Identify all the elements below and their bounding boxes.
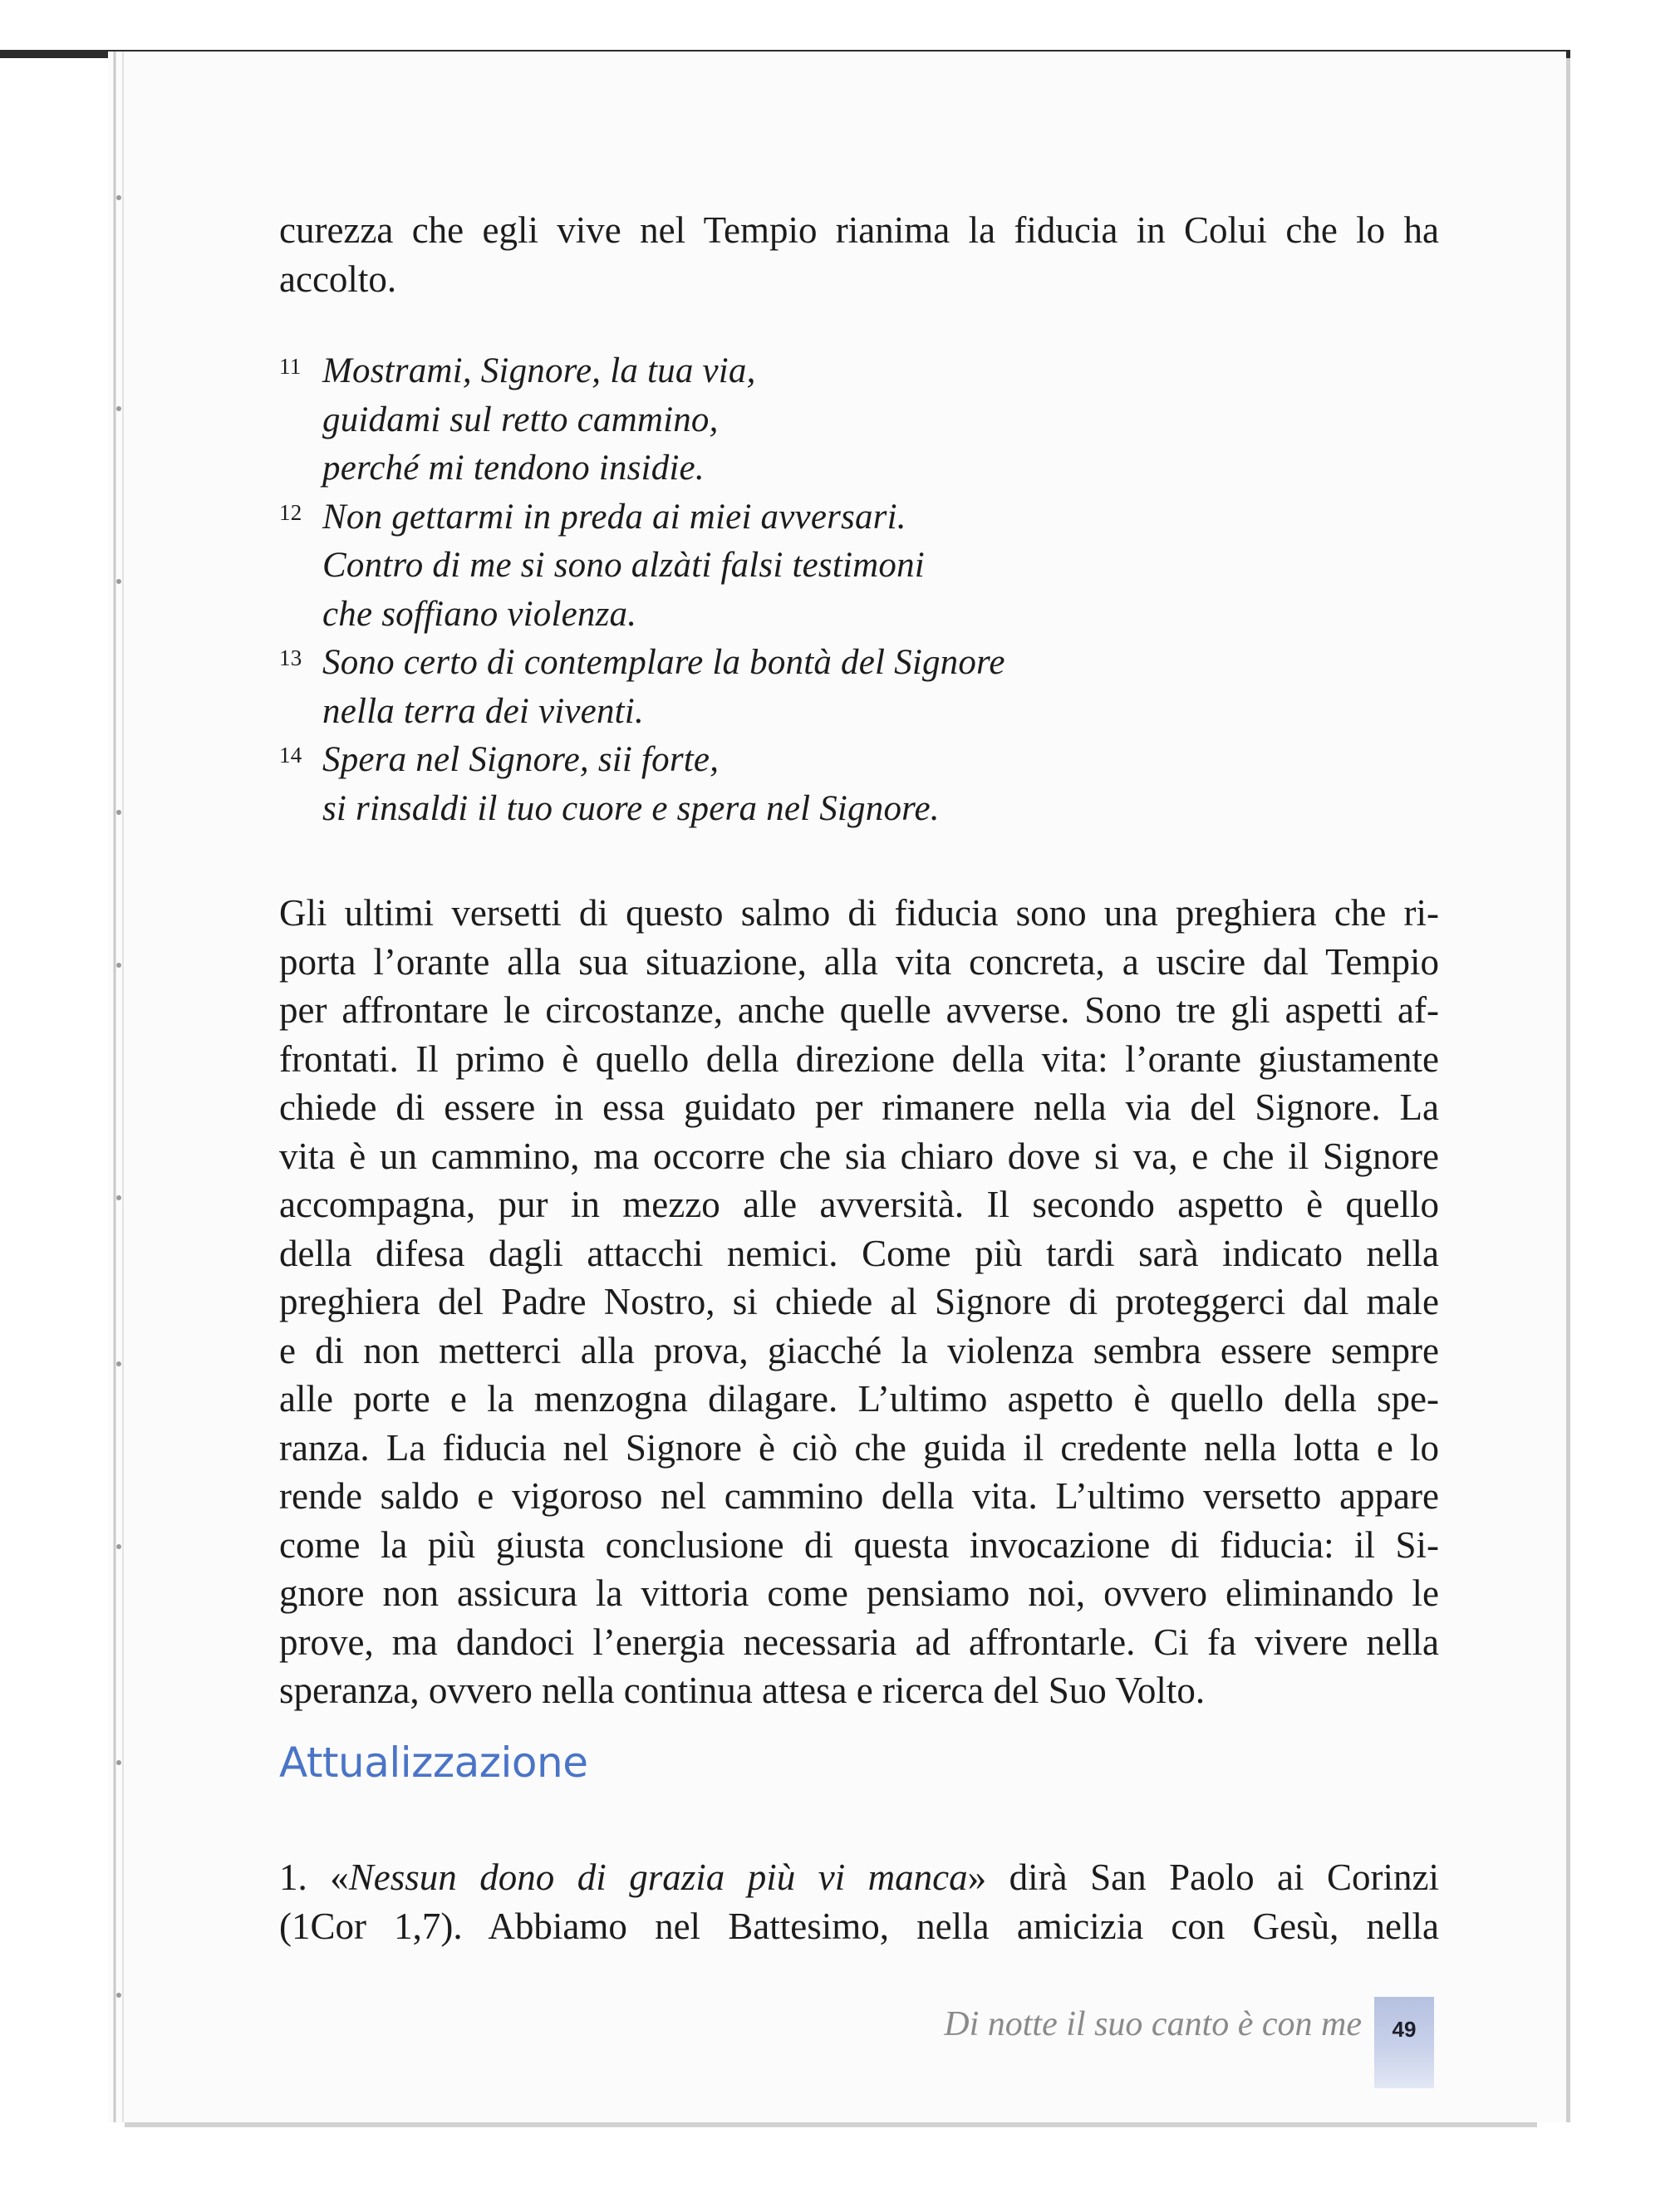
verse-line — [279, 347, 1439, 396]
commentary-line: Gli ultimi versetti di questo salmo di fiducia sono una preghiera che ri- — [279, 892, 1439, 934]
point-text: dirà San Paolo ai Corinzi — [986, 1856, 1440, 1898]
verse-text: perché mi tendono insidie. — [322, 449, 705, 488]
verse-number: 14 — [279, 743, 302, 768]
verse-text: Sono certo di contemplare la bontà del Signore — [322, 643, 1005, 682]
commentary-line: speranza, ovvero nella continua attesa e ricerca del Suo Volto. — [279, 1670, 1206, 1711]
commentary-line: accompagna, pur in mezzo alle avversità. Il secondo aspetto è quello — [279, 1184, 1439, 1225]
verse-line — [279, 444, 1439, 493]
binding-edge — [108, 51, 133, 2122]
verse-text: Non gettarmi in preda ai miei avversari. — [322, 497, 906, 537]
commentary-line: e di non metterci alla prova, giacché la violenza sembra essere sempre — [279, 1329, 1439, 1371]
commentary-line: preghiera del Padre Nostro, si chiede al Signore di proteggerci dal male — [279, 1281, 1439, 1322]
page-shadow-right — [1566, 58, 1570, 2122]
verse-line — [279, 542, 1439, 591]
verse-line — [279, 591, 1439, 640]
opening-line: accolto. — [279, 257, 397, 300]
psalm-verses — [279, 347, 1439, 833]
point-line: (1Cor 1,7). Abbiamo nel Battesimo, nella amicizia con Gesù, nella — [279, 1905, 1439, 1947]
verse-text: si rinsaldi il tuo cuore e spera nel Signore. — [322, 788, 940, 828]
commentary-line: prove, ma dandoci l’energia necessaria ad affrontarle. Ci fa vivere nella — [279, 1621, 1439, 1663]
point-number: 1. — [279, 1856, 307, 1898]
commentary-line: chiede di essere in essa guidato per rimanere nella via del Signore. La — [279, 1086, 1439, 1128]
verse-line — [279, 736, 1439, 785]
commentary-paragraph — [279, 889, 1439, 1715]
point-line — [279, 1852, 1439, 1901]
running-footer-title: Di notte il suo canto è con me — [944, 2005, 1362, 2043]
commentary-line: porta l’orante alla sua situazione, alla vita concreta, a uscire dal Tempio — [279, 940, 1439, 983]
verse-line — [279, 396, 1439, 445]
commentary-line: alle porte e la menzogna dilagare. L’ultimo aspetto è quello della spe- — [279, 1378, 1439, 1420]
opening-line: curezza che egli vive nel Tempio rianima la fiducia in Colui che lo ha — [279, 209, 1439, 251]
commentary-line: come la più giusta conclusione di questa invocazione di fiducia: il Si- — [279, 1523, 1439, 1566]
verse-number: 12 — [279, 499, 302, 525]
commentary-line: ranza. La fiducia nel Signore è ciò che guida il credente nella lotta e lo — [279, 1426, 1439, 1469]
close-quote: » — [967, 1856, 987, 1898]
commentary-line: rende saldo e vigoroso nel cammino della vita. L’ultimo versetto appare — [279, 1475, 1439, 1517]
open-quote: « — [330, 1856, 349, 1898]
commentary-line: della difesa dagli attacchi nemici. Come più tardi sarà indicato nella — [279, 1232, 1439, 1274]
verse-line — [279, 639, 1439, 688]
pauline-quote: Nessun dono di grazia più vi manca — [348, 1856, 968, 1898]
opening-paragraph — [279, 206, 1439, 303]
numbered-point — [279, 1852, 1439, 1950]
verse-line — [279, 785, 1439, 834]
verse-text: nella terra dei viventi. — [322, 691, 644, 731]
verse-text: guidami sul retto cammino, — [322, 400, 719, 439]
page-number: 49 — [1392, 2017, 1417, 2042]
commentary-line: vita è un cammino, ma occorre che sia chiaro dove si va, e che il Signore — [279, 1135, 1439, 1177]
commentary-line: frontati. Il primo è quello della direzione della vita: l’orante giustamente — [279, 1037, 1439, 1080]
verse-text: Contro di me si sono alzàti falsi testimoni — [322, 546, 925, 585]
verse-line — [279, 493, 1439, 542]
verse-text: Mostrami, Signore, la tua via, — [322, 351, 756, 390]
verse-text: Spera nel Signore, sii forte, — [322, 740, 720, 779]
verse-line — [279, 688, 1439, 737]
section-heading: Attualizzazione — [279, 1739, 588, 1787]
commentary-line: gnore non assicura la vittoria come pensiamo noi, ovvero eliminando le — [279, 1572, 1439, 1614]
commentary-line: per affrontare le circostanze, anche quelle avverse. Sono tre gli aspetti af- — [279, 989, 1439, 1031]
page-number-tab — [1374, 1997, 1434, 2088]
verse-number: 13 — [279, 645, 302, 670]
verse-text: che soffiano violenza. — [322, 594, 637, 634]
verse-number: 11 — [279, 354, 302, 379]
page-shadow-bottom — [125, 2122, 1537, 2127]
